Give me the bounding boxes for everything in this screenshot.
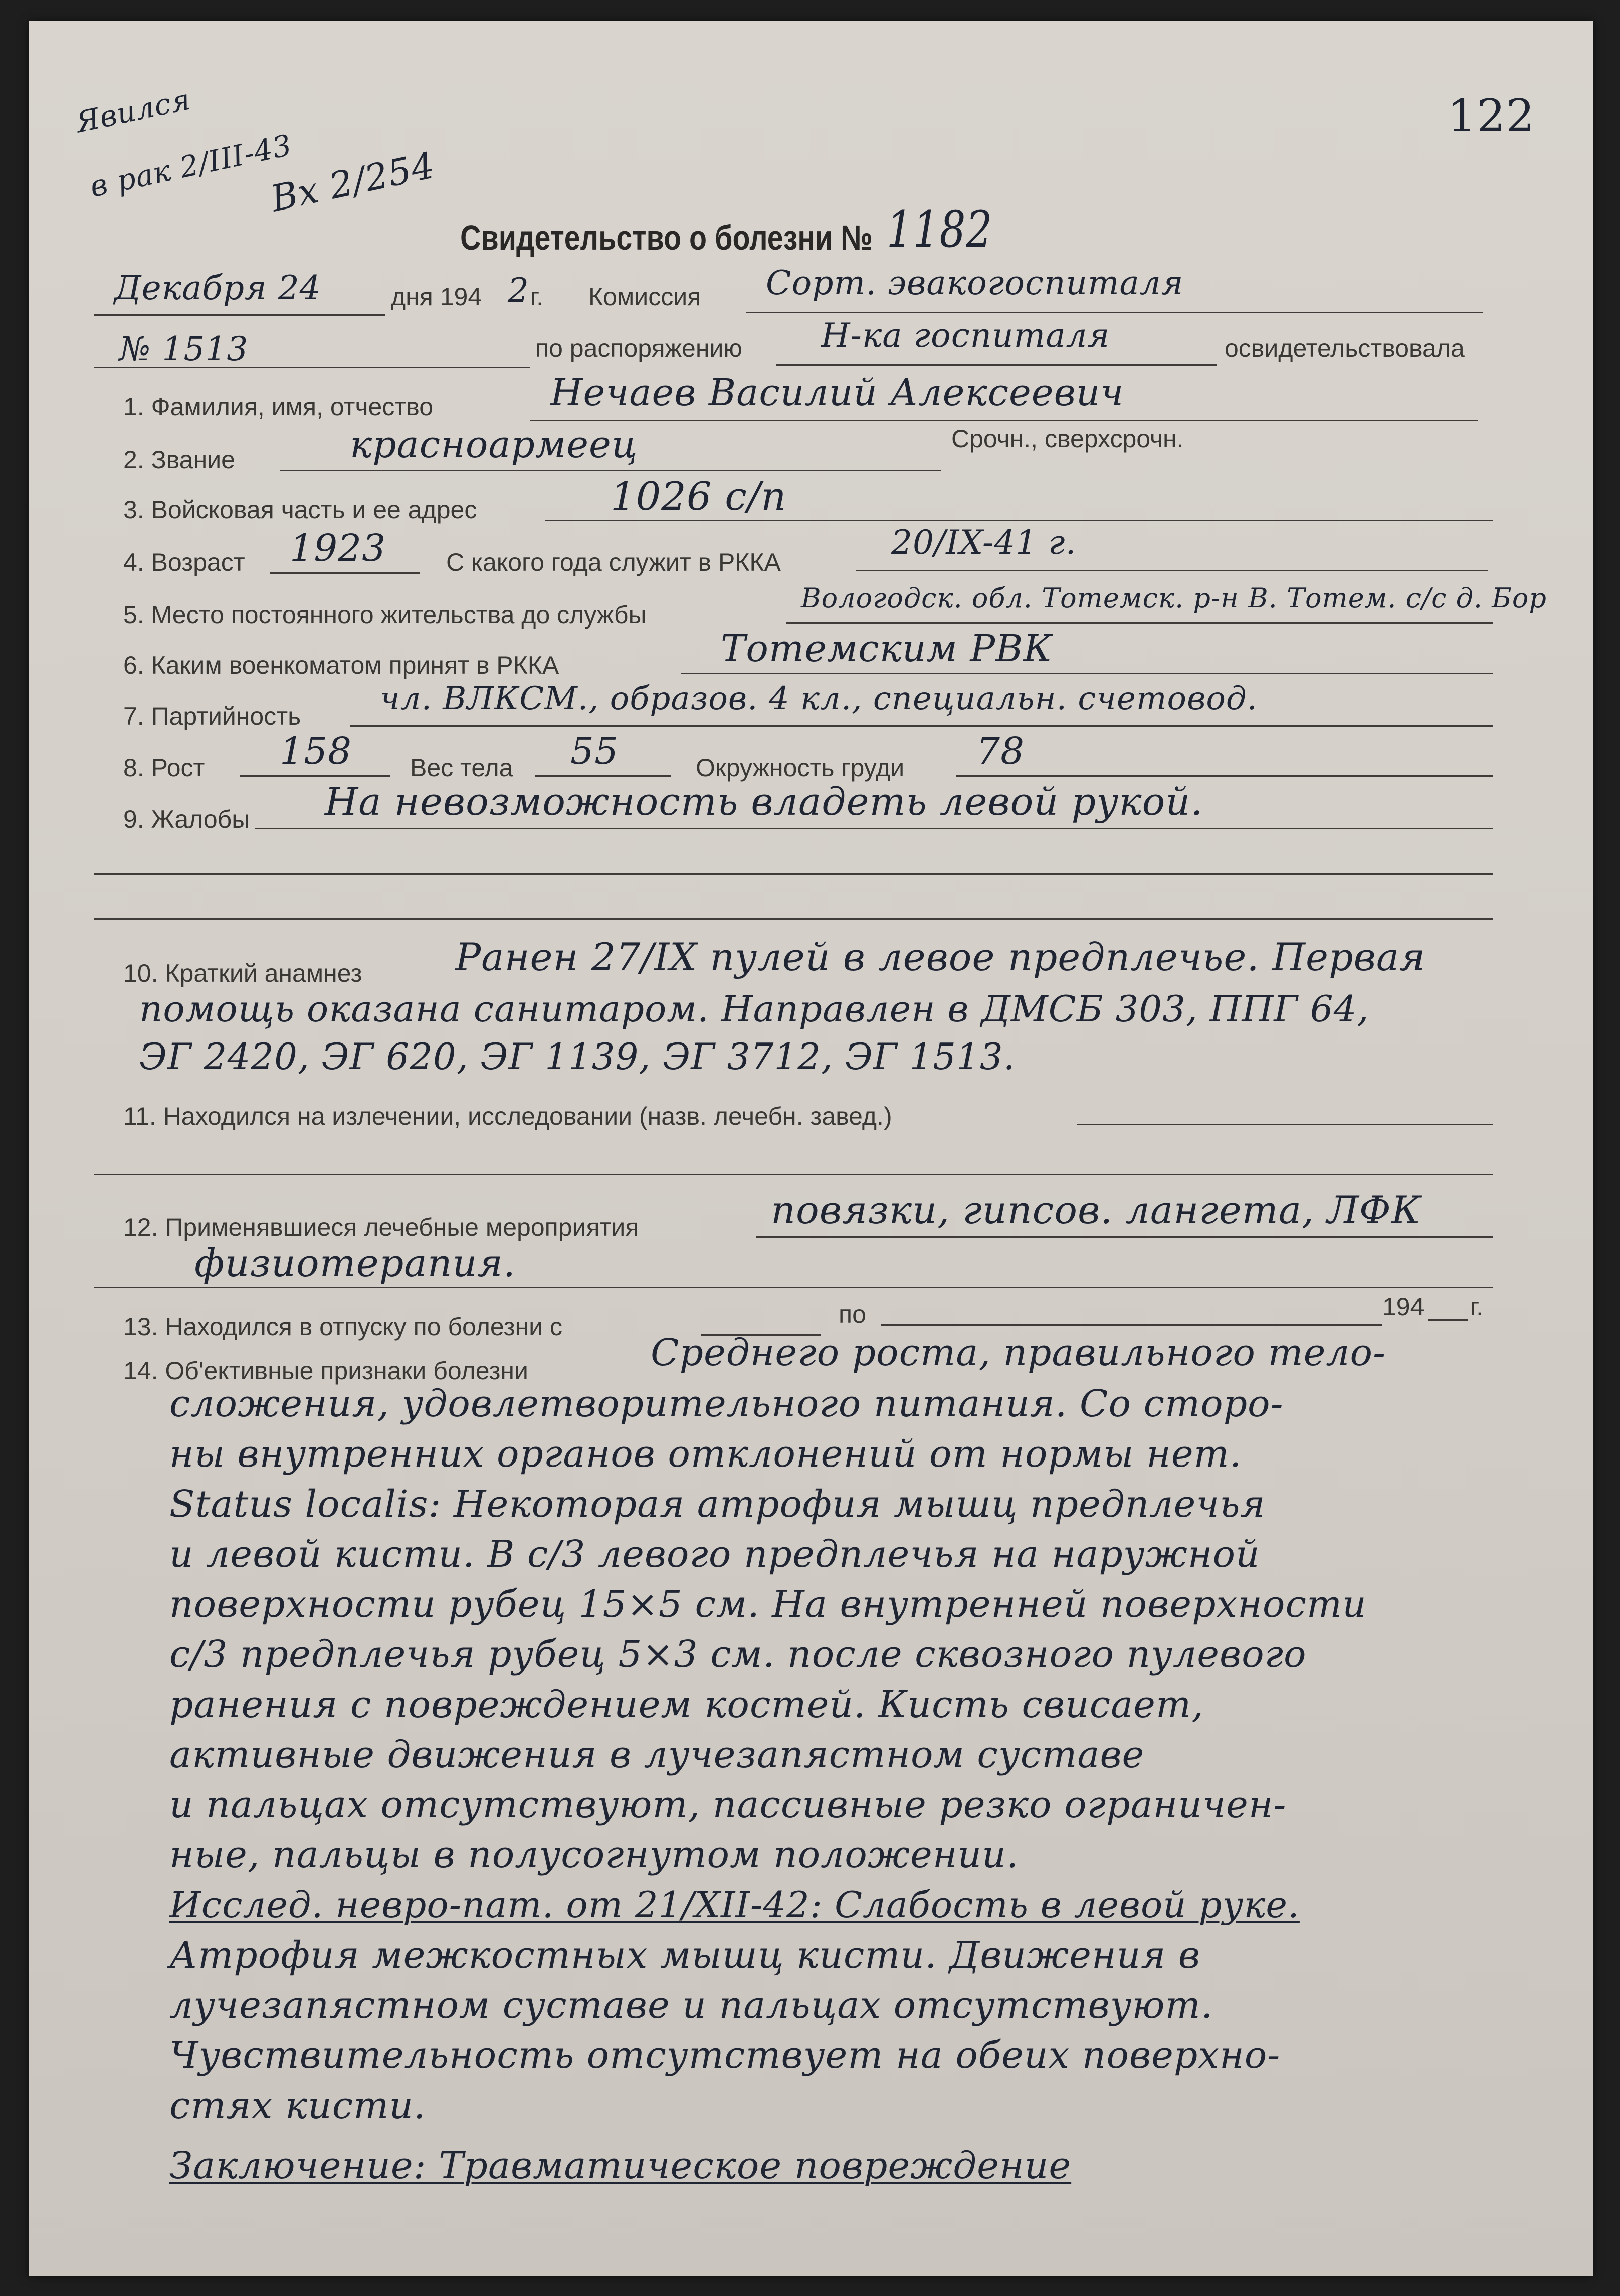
commission-value: Сорт. эвакогоспиталя (766, 264, 1184, 302)
field-14-line-15: стях кисти. (169, 2084, 426, 2127)
field-13-year: 194 (1382, 1293, 1425, 1321)
field-4-age: 1923 (290, 527, 386, 570)
field-8-weight-label: Вес тела (410, 754, 513, 782)
field-2-label: 2. Звание (123, 446, 235, 474)
field-14-line-13: лучезапястном суставе и пальцах отсутствуют. (169, 1984, 1213, 2027)
field-2-suffix: Срочн., сверхсрочн. (951, 425, 1184, 453)
field-5-residence: Вологодск. обл. Тотемск. р-н В. Тотем. с/с д. Бор (801, 582, 1547, 614)
corner-note-incoming: Вх 2/254 (267, 144, 439, 220)
field-14-line-1: сложения, удовлетворительного питания. Со сторо- (169, 1382, 1284, 1425)
field-14-line-6: с/3 предплечья рубец 5×3 см. после сквозного пулевого (169, 1633, 1307, 1676)
corner-note-date: в рак 2/III-43 (87, 128, 295, 204)
field-8-chest: 78 (976, 730, 1025, 773)
field-7-label: 7. Партийность (123, 702, 301, 730)
field-14-line-8: активные движения в лучезапястном суставе (169, 1733, 1145, 1776)
document-title (460, 200, 993, 259)
field-1-label: 1. Фамилия, имя, отчество (123, 393, 434, 421)
field-9-label: 9. Жалобы (123, 805, 250, 833)
field-10-line-2: помощь оказана санитаром. Направлен в ДМСБ 303, ППГ 64, (139, 988, 1369, 1030)
field-14-label: 14. Об'ективные признаки болезни (123, 1357, 528, 1385)
field-14-line-4: и левой кисти. В с/3 левого предплечья на наружной (169, 1533, 1260, 1576)
field-11-label: 11. Находился на излечении, исследовании (назв. лечебн. завед.) (123, 1102, 892, 1130)
field-3-unit: 1026 с/п (611, 474, 787, 519)
field-6-label: 6. Каким военкоматом принят в РККА (123, 651, 559, 679)
field-12-label: 12. Применявшиеся лечебные мероприятия (123, 1213, 639, 1241)
title-text: Свидетельство о болезни № (460, 218, 873, 257)
field-13-to: по (839, 1300, 866, 1328)
field-5-label: 5. Место постоянного жительства до службы (123, 601, 647, 629)
field-8-height: 158 (280, 730, 352, 773)
field-14-line-0: Среднего роста, правильного тело- (651, 1331, 1386, 1374)
field-8-weight: 55 (570, 730, 619, 773)
field-4-since: 20/IX-41 г. (891, 523, 1077, 562)
field-10-line-3: ЭГ 2420, ЭГ 620, ЭГ 1139, ЭГ 3712, ЭГ 1513. (139, 1035, 1016, 1078)
field-7-party: чл. ВЛКСМ., образов. 4 кл., специальн. счетовод. (380, 680, 1258, 717)
field-1-name: Нечаев Василий Алексеевич (550, 371, 1124, 414)
field-12-line-2: физиотерапия. (194, 1240, 516, 1285)
date-year-suffix: г. (530, 283, 544, 311)
field-14-line-10: ные, пальцы в полусогнутом положении. (169, 1833, 1019, 1876)
field-14-line-3: Status localis: Некоторая атрофия мышц предплечья (169, 1483, 1266, 1526)
field-6-enlist: Тотемским РВК (721, 627, 1053, 670)
page-number: 122 (1448, 90, 1535, 142)
field-10-label: 10. Краткий анамнез (123, 959, 362, 987)
field-9-complaints: На невозможность владеть левой рукой. (325, 779, 1203, 824)
field-14-line-11: Исслед. невро-пат. от 21/XII-42: Слабость в левой руке. (169, 1884, 1300, 1926)
field-14-line-16: Заключение: Травматическое повреждение (169, 2144, 1072, 2187)
date-day-label: дня 194 (391, 283, 482, 311)
field-14-line-5: поверхности рубец 15×5 см. На внутренней поверхности (169, 1583, 1367, 1626)
field-14-line-7: ранения с повреждением костей. Кисть свисает, (169, 1683, 1204, 1726)
field-13-year-suffix: г. (1470, 1293, 1484, 1321)
order-number: № 1513 (119, 330, 249, 368)
field-3-label: 3. Войсковая часть и ее адрес (123, 496, 477, 524)
certificate-number: 1182 (886, 200, 993, 259)
date-day: Декабря 24 (114, 269, 321, 307)
corner-note-arrived: Явился (73, 82, 194, 140)
examined-label: освидетельствовала (1225, 334, 1465, 362)
field-14-line-2: ны внутренних органов отклонений от нормы нет. (169, 1432, 1242, 1476)
field-8-chest-label: Окружность груди (696, 754, 905, 782)
document-sheet (29, 21, 1593, 2276)
field-14-line-14: Чувствительность отсутствует на обеих поверхно- (169, 2034, 1281, 2077)
date-year: 2 (508, 271, 529, 310)
field-13-label: 13. Находился в отпуску по болезни с (123, 1313, 562, 1341)
field-12-line-1: повязки, гипсов. лангета, ЛФК (771, 1188, 1422, 1232)
field-14-line-12: Атрофия межкостных мышц кисти. Движения в (169, 1934, 1200, 1977)
field-10-line-1: Ранен 27/IX пулей в левое предплечье. Первая (455, 935, 1426, 979)
field-4-label: 4. Возраст (123, 548, 245, 576)
by-order-label: по распоряжению (535, 334, 742, 362)
field-8-label: 8. Рост (123, 754, 205, 782)
field-4-since-label: С какого года служит в РККА (446, 548, 781, 576)
by-order-value: Н-ка госпиталя (821, 316, 1110, 355)
commission-label: Комиссия (588, 283, 701, 311)
field-2-rank: красноармеец (350, 423, 638, 466)
field-14-line-9: и пальцах отсутствуют, пассивные резко ограничен- (169, 1783, 1287, 1826)
